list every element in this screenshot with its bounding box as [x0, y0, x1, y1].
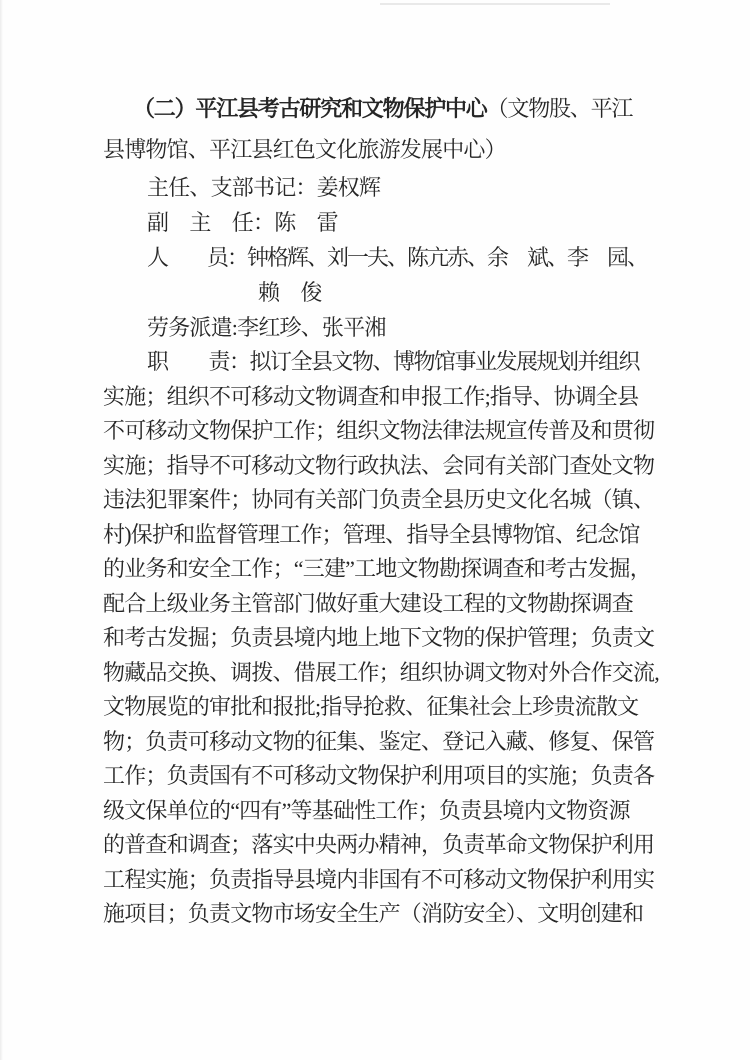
duties-line: 级文保单位的“四有”等基础性工作；负责县境内文物资源	[103, 797, 630, 823]
duties-line: 职 责：拟订全县文物、博物馆事业发展规划并组织	[147, 349, 640, 374]
section-heading-line-2: 县博物馆、平江县红色文化旅游发展中心）	[103, 137, 506, 162]
staff-line-continued: 赖 俊	[258, 280, 322, 305]
duties-line: 物；负责可移动文物的征集、鉴定、登记入藏、修复、保管	[103, 728, 655, 754]
duties-line: 配合上级业务主管部门做好重大建设工程的文物勘探调查	[103, 590, 634, 616]
section-heading-bold: （二）平江县考古研究和文物保护中心	[133, 96, 487, 121]
document-text-block	[103, 88, 657, 932]
duties-line: 物藏品交换、调拨、借展工作；组织协调文物对外合作交流,	[103, 659, 659, 685]
duties-line: 施项目；负责文物市场安全生产（消防安全）、文明创建和	[103, 901, 644, 926]
labor-dispatch-line: 劳务派遣:李红珍、张平湘	[147, 315, 386, 340]
director-line: 主任、支部书记：姜权辉	[147, 175, 381, 200]
staff-line: 人 员：钟格辉、刘一夫、陈亢赤、余 斌、李 园、	[147, 245, 648, 270]
duties-line: 和考古发掘；负责县境内地上地下文物的保护管理；负责文	[103, 625, 655, 650]
section-heading-line-1	[103, 88, 657, 129]
duties-line: 工程实施；负责指导县境内非国有不可移动文物保护利用实	[103, 866, 655, 892]
duties-line: 的普查和调查；落实中央两办精神，负责革命文物保护利用	[103, 832, 655, 857]
duties-line: 实施；组织不可移动文物调查和申报工作;指导、协调全县	[103, 383, 639, 409]
scan-edge-artifact	[0, 0, 3, 1060]
duties-line: 实施；指导不可移动文物行政执法、会同有关部门查处文物	[103, 452, 655, 478]
duties-line: 的业务和安全工作；“三建”工地文物勘探调查和考古发掘，	[103, 556, 651, 581]
section-heading-regular-tail: （文物股、平江	[486, 96, 633, 121]
deputy-director-line: 副 主 任：陈 雷	[147, 210, 338, 235]
duties-line: 村)保护和监督管理工作；管理、指导全县博物馆、纪念馆	[103, 521, 640, 547]
scan-smudge-artifact	[380, 3, 610, 5]
duties-line: 文物展览的审批和报批;指导抢救、征集社会上珍贵流散文	[103, 694, 639, 719]
duties-line: 不可移动文物保护工作；组织文物法律法规宣传普及和贯彻	[103, 418, 655, 443]
duties-line: 违法犯罪案件；协同有关部门负责全县历史文化名城（镇、	[103, 487, 655, 512]
duties-line: 工作；负责国有不可移动文物保护利用项目的实施；负责各	[103, 763, 655, 788]
